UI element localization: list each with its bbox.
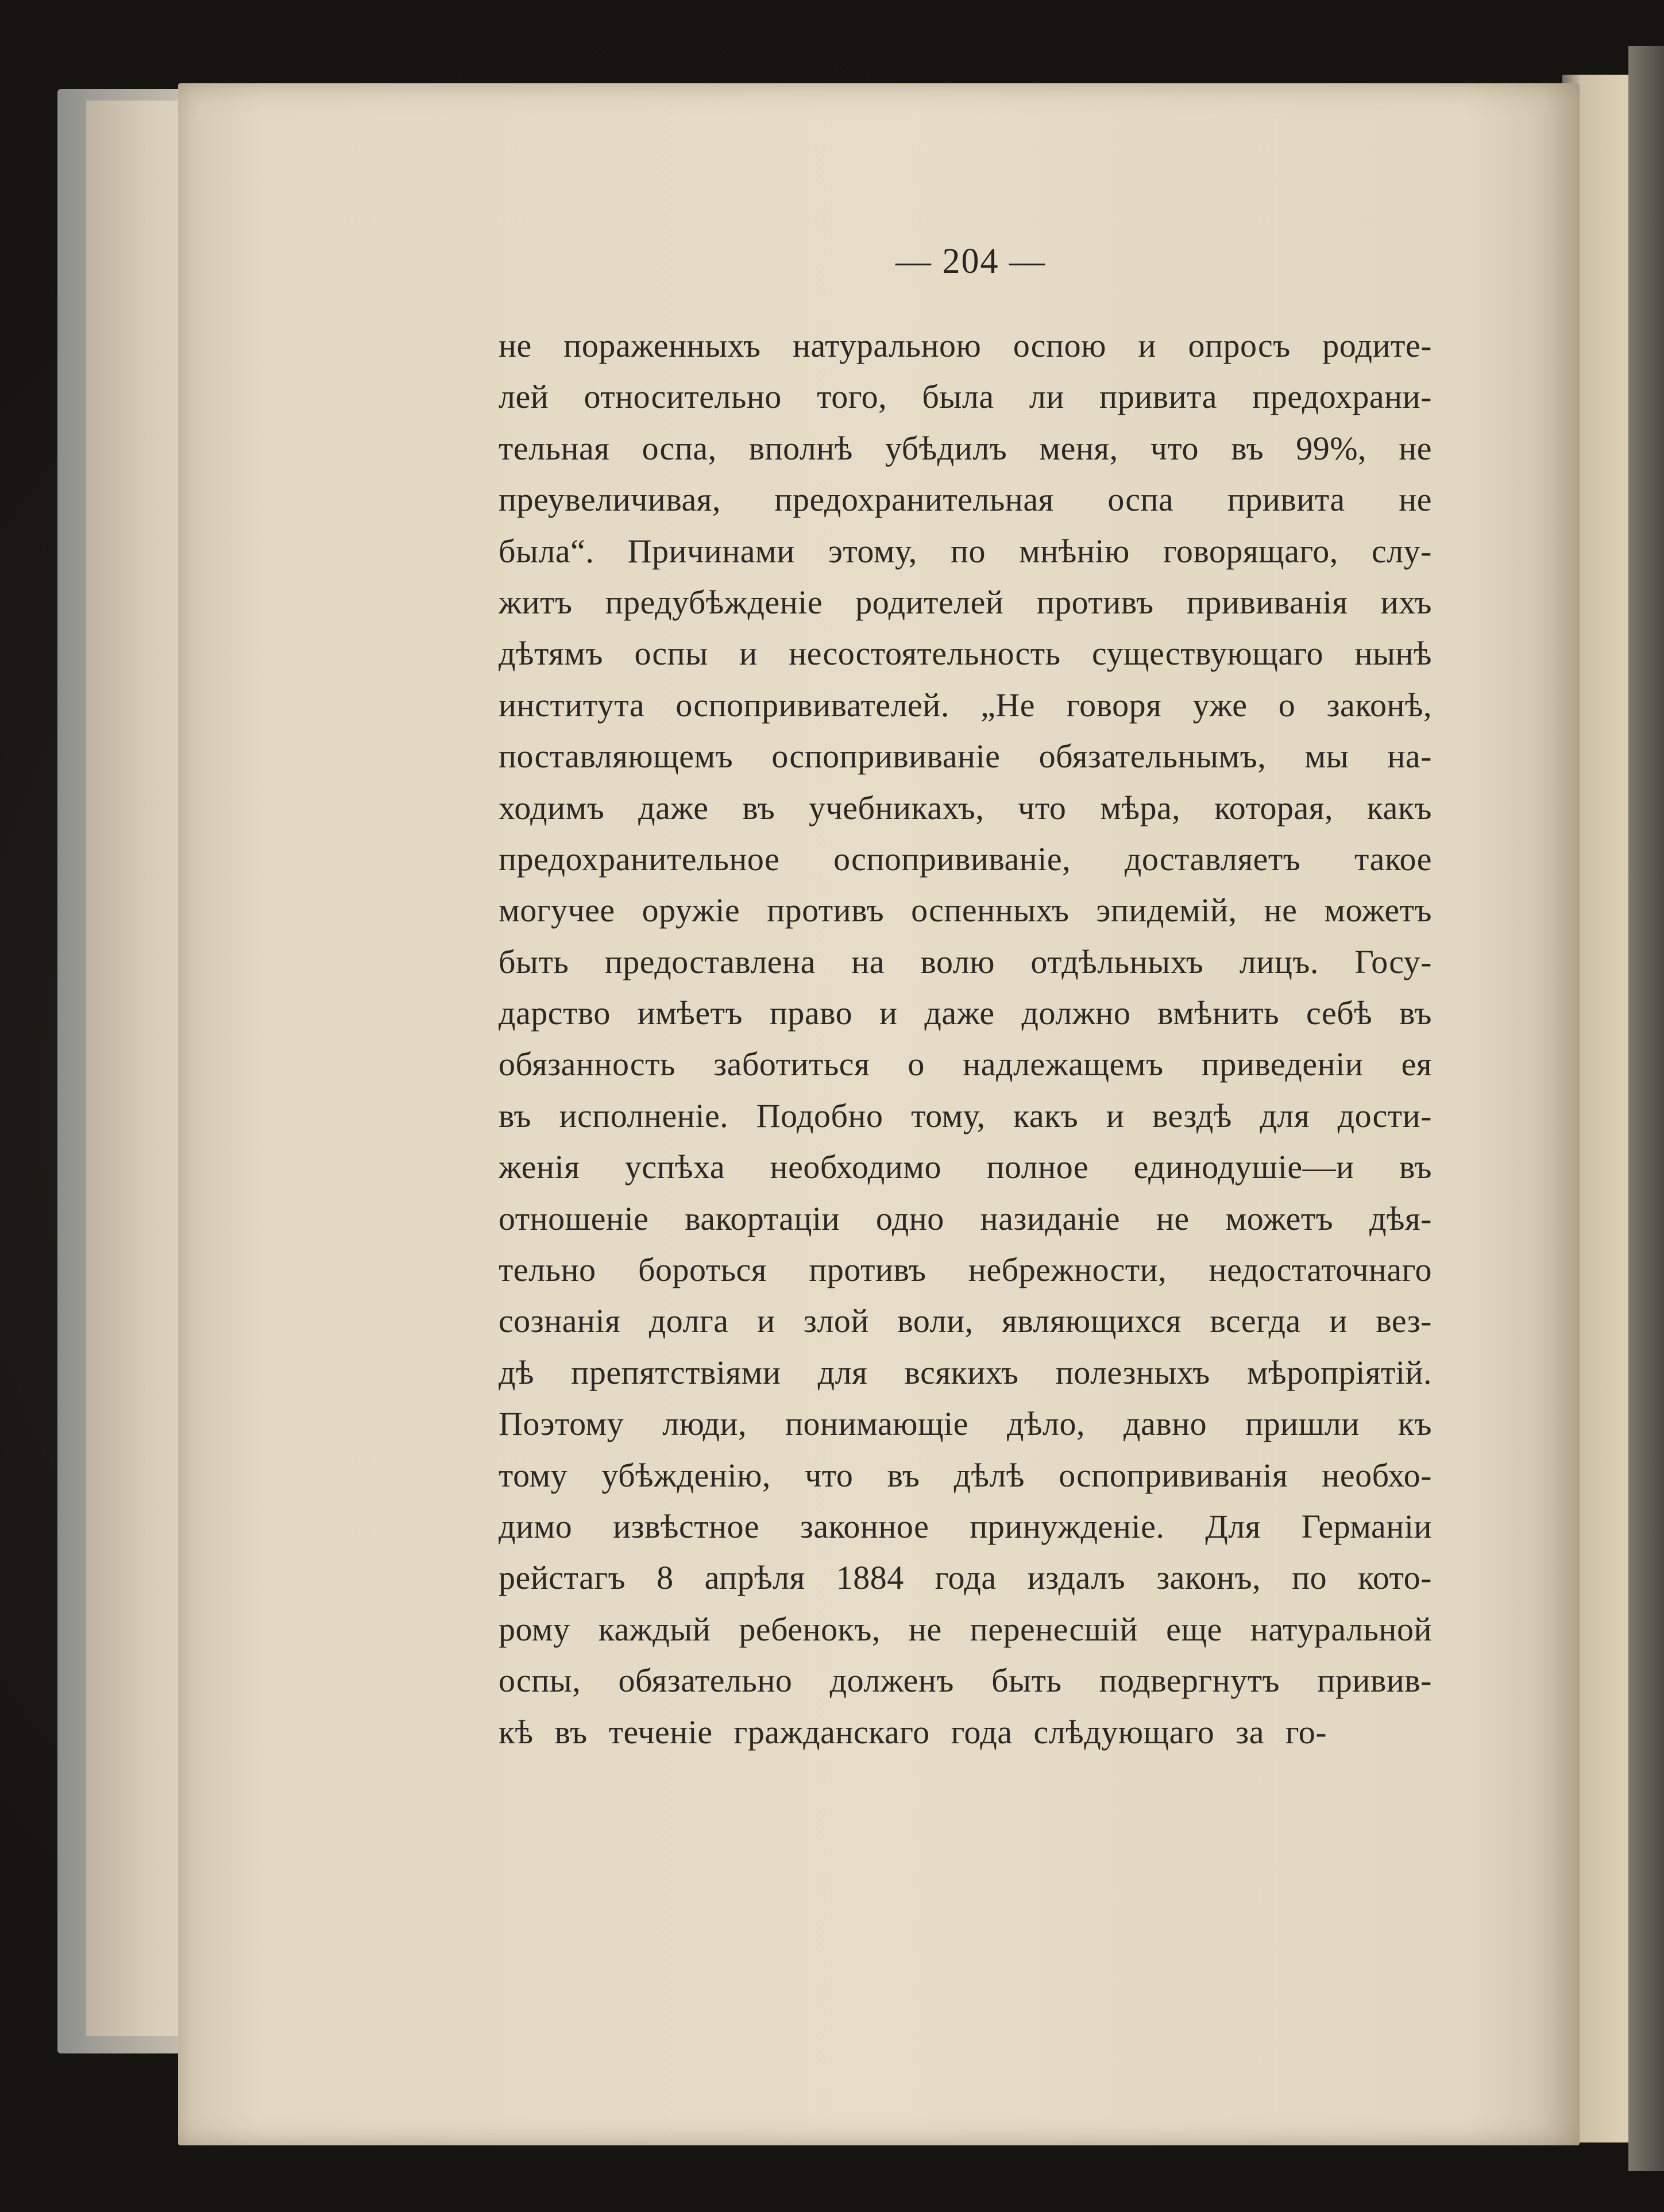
text-line: рейстагъ 8 апрѣля 1884 года издалъ законъ, по кото-	[499, 1559, 1432, 1597]
text-line: ходимъ даже въ учебникахъ, что мѣра, которая, какъ	[499, 789, 1432, 827]
page-number: — 204 —	[895, 242, 1046, 281]
text-line: поставляющемъ оспопрививанiе обязательнымъ, мы на-	[499, 738, 1432, 775]
text-line: обязанность заботиться о надлежащемъ приведенiи ея	[499, 1045, 1432, 1083]
text-line: тельная оспа, вполнѣ убѣдилъ меня, что въ 99%, не	[499, 429, 1432, 467]
text-line: дарство имѣетъ право и даже должно вмѣнить себѣ въ	[499, 994, 1432, 1032]
text-line: Поэтому люди, понимающiе дѣло, давно пришли къ	[499, 1405, 1432, 1443]
text-line: лей относительно того, была ли привита предохрани-	[499, 378, 1432, 416]
text-line: могучее оружiе противъ оспенныхъ эпидемiй, не можетъ	[499, 891, 1432, 929]
text-line: предохранительное оспопрививанiе, доставляетъ такое	[499, 840, 1432, 878]
text-line: женiя успѣха необходимо полное единодушiе—и въ	[499, 1148, 1432, 1186]
text-line: димо извѣстное законное принужденiе. Для Германiи	[499, 1507, 1432, 1545]
text-line: кѣ въ теченiе гражданскаго года слѣдующаго за го-	[499, 1713, 1327, 1751]
text-line: тельно бороться противъ небрежности, недостаточнаго	[499, 1251, 1432, 1289]
text-line: не пораженныхъ натуральною оспою и опросъ родите-	[499, 327, 1432, 364]
text-line: преувеличивая, предохранительная оспа привита не	[499, 481, 1432, 519]
body-text	[499, 320, 1432, 1758]
text-line: дѣтямъ оспы и несостоятельность существующаго нынѣ	[499, 635, 1432, 673]
book-cover-right	[1628, 46, 1664, 2171]
text-line: въ исполненiе. Подобно тому, какъ и вездѣ для дости-	[499, 1097, 1432, 1134]
text-line: оспы, обязательно долженъ быть подвергнутъ привив-	[499, 1662, 1432, 1700]
text-line: была“. Причинами этому, по мнѣнiю говорящаго, слу-	[499, 532, 1432, 570]
text-line: сознанiя долга и злой воли, являющихся всегда и вез-	[499, 1302, 1432, 1340]
text-line: института оспопрививателей. „Не говоря уже о законѣ,	[499, 686, 1432, 724]
text-line: отношенiе вакортацiи одно назиданiе не можетъ дѣя-	[499, 1199, 1432, 1237]
text-line: житъ предубѣжденiе родителей противъ прививанiя ихъ	[499, 583, 1432, 621]
text-line: дѣ препятствiями для всякихъ полезныхъ мѣропрiятiй.	[499, 1353, 1432, 1391]
page-edge-left	[86, 101, 190, 2036]
text-line: рому каждый ребенокъ, не перенесшiй еще натуральной	[499, 1610, 1432, 1648]
text-line: тому убѣжденiю, что въ дѣлѣ оспопрививанiя необхо-	[499, 1456, 1432, 1494]
text-line: быть предоставлена на волю отдѣльныхъ лицъ. Госу-	[499, 943, 1432, 980]
